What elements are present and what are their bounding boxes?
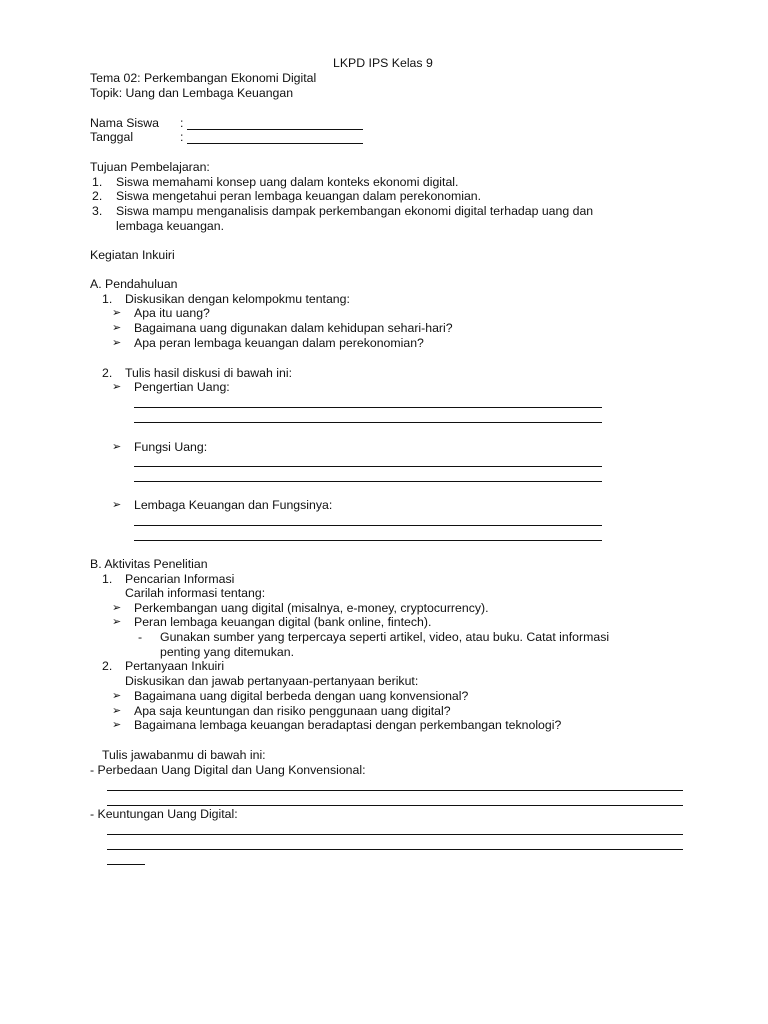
answer2-label: - Keuntungan Uang Digital: — [90, 807, 238, 821]
arrowhead-bullet-icon: ➢ — [112, 322, 122, 334]
tujuan-num-1: 1. — [92, 175, 103, 189]
a-question-1: Apa itu uang? — [134, 306, 210, 320]
info-item-1: Perkembangan uang digital (misalnya, e-money, cryptocurrency). — [134, 601, 489, 615]
b-step2-num: 2. — [102, 659, 113, 673]
pengertian-answer-line-2[interactable] — [134, 422, 602, 423]
topik-line: Topik: Uang dan Lembaga Keuangan — [90, 86, 294, 100]
tujuan-item-1: Siswa memahami konsep uang dalam konteks ekonomi digital. — [116, 175, 459, 189]
arrowhead-bullet-icon: ➢ — [112, 381, 122, 393]
field-lembaga-label: Lembaga Keuangan dan Fungsinya: — [134, 498, 333, 512]
section-a-heading: A. Pendahuluan — [90, 277, 178, 291]
write-prompt: Tulis jawabanmu di bawah ini: — [102, 748, 266, 762]
tujuan-heading: Tujuan Pembelajaran: — [90, 160, 210, 174]
arrowhead-bullet-icon: ➢ — [112, 602, 122, 614]
answer2-line-3[interactable] — [107, 864, 145, 865]
lembaga-answer-line-1[interactable] — [134, 525, 602, 526]
note-text: Gunakan sumber yang terpercaya seperti artikel, video, atau buku. Catat informasi — [160, 630, 610, 644]
inquiry-3: Bagaimana lembaga keuangan beradaptasi dengan perkembangan teknologi? — [134, 718, 562, 732]
arrowhead-bullet-icon: ➢ — [112, 441, 122, 453]
tanggal-input-line[interactable] — [187, 143, 363, 144]
tanggal-label: Tanggal — [90, 130, 134, 144]
tema-line: Tema 02: Perkembangan Ekonomi Digital — [90, 71, 317, 85]
tujuan-num-2: 2. — [92, 189, 103, 203]
section-b-heading: B. Aktivitas Penelitian — [90, 557, 208, 571]
inquiry-2: Apa saja keuntungan dan risiko penggunaan uang digital? — [134, 704, 451, 718]
info-item-2: Peran lembaga keuangan digital (bank online, fintech). — [134, 615, 432, 629]
kegiatan-heading: Kegiatan Inkuiri — [90, 248, 175, 262]
a-question-2: Bagaimana uang digunakan dalam kehidupan sehari-hari? — [134, 321, 453, 335]
a-step1-num: 1. — [102, 292, 113, 306]
arrowhead-bullet-icon: ➢ — [112, 719, 122, 731]
tujuan-item-3-cont: lembaga keuangan. — [116, 219, 225, 233]
b-step1-num: 1. — [102, 572, 113, 586]
field-pengertian-label: Pengertian Uang: — [134, 380, 230, 394]
b-step1-sub: Carilah informasi tentang: — [125, 586, 266, 600]
answer2-line-1[interactable] — [107, 834, 683, 835]
lembaga-answer-line-2[interactable] — [134, 540, 602, 541]
b-step1-text: Pencarian Informasi — [125, 572, 235, 586]
nama-label: Nama Siswa — [90, 116, 160, 130]
arrowhead-bullet-icon: ➢ — [112, 337, 122, 349]
arrowhead-bullet-icon: ➢ — [112, 307, 122, 319]
pengertian-answer-line-1[interactable] — [134, 407, 602, 408]
fungsi-answer-line-1[interactable] — [134, 466, 602, 467]
inquiry-1: Bagaimana uang digital berbeda dengan uang konvensional? — [134, 689, 469, 703]
answer2-line-2[interactable] — [107, 849, 683, 850]
tujuan-item-2: Siswa mengetahui peran lembaga keuangan dalam perekonomian. — [116, 189, 482, 203]
field-fungsi-label: Fungsi Uang: — [134, 440, 208, 454]
b-step2-sub: Diskusikan dan jawab pertanyaan-pertanyaan berikut: — [125, 674, 419, 688]
a-step2-num: 2. — [102, 366, 113, 380]
a-step2-text: Tulis hasil diskusi di bawah ini: — [125, 366, 292, 380]
note-text-cont: penting yang ditemukan. — [160, 645, 294, 659]
b-step2-text: Pertanyaan Inkuiri — [125, 659, 225, 673]
answer1-label: - Perbedaan Uang Digital dan Uang Konvensional: — [90, 763, 366, 777]
arrowhead-bullet-icon: ➢ — [112, 705, 122, 717]
a-step1-text: Diskusikan dengan kelompokmu tentang: — [125, 292, 350, 306]
answer1-line-2[interactable] — [107, 805, 683, 806]
arrowhead-bullet-icon: ➢ — [112, 616, 122, 628]
fungsi-answer-line-2[interactable] — [134, 481, 602, 482]
nama-input-line[interactable] — [187, 129, 363, 130]
page-title: LKPD IPS Kelas 9 — [333, 56, 433, 70]
note-dash: - — [138, 630, 143, 644]
a-question-3: Apa peran lembaga keuangan dalam perekonomian? — [134, 336, 424, 350]
tujuan-num-3: 3. — [92, 204, 103, 218]
arrowhead-bullet-icon: ➢ — [112, 690, 122, 702]
tujuan-item-3: Siswa mampu menganalisis dampak perkembangan ekonomi digital terhadap uang dan — [116, 204, 594, 218]
arrowhead-bullet-icon: ➢ — [112, 499, 122, 511]
answer1-line-1[interactable] — [107, 790, 683, 791]
tanggal-colon: : — [180, 130, 184, 144]
nama-colon: : — [180, 116, 184, 130]
